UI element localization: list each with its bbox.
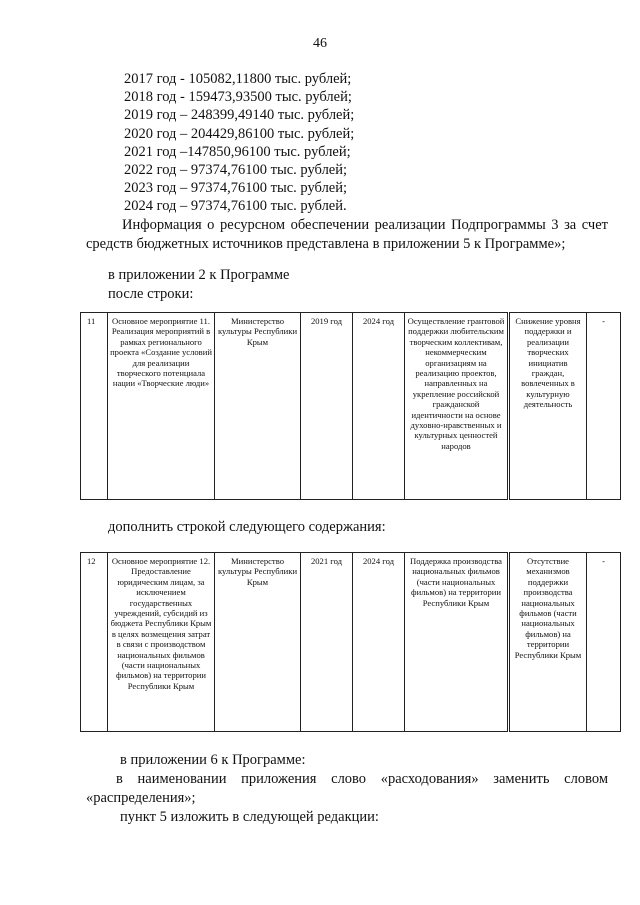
info-paragraph: Информация о ресурсном обеспечении реализации Подпрограммы 3 за счет средств бюджетных источников представлена в приложении 5 к Программе»; — [86, 217, 608, 252]
expected-result-cell: Осуществление грантовой поддержки любительским творческим коллективам, некоммерческим организациям на реализацию проектов, направленных на укрепление российской гражданской идентичности на основе духовно-нравственных и культурных ценностей народов — [405, 313, 509, 500]
funding-line-2023: 2023 год – 97374,76100 тыс. рублей; — [124, 180, 348, 197]
funding-by-year-list — [124, 70, 354, 216]
rename-paragraph: в наименовании приложения слово «расходования» заменить словом «распределения»; — [86, 771, 608, 806]
funding-line-2019: 2019 год – 248399,49140 тыс. рублей; — [124, 107, 355, 124]
appendix2-line: в приложении 2 к Программе — [108, 267, 290, 283]
start-year-cell: 2021 год — [301, 553, 353, 732]
activity-cell: Основное мероприятие 12. Предоставление юридическим лицам, за исключением государственных учреждений, субсидий из бюджета Республики Крым в целях возмещения затрат в связи с производством национальных фильмов (части национальных фильмов) на территории Республики Крым — [108, 553, 215, 732]
activity-cell: Основное мероприятие 11. Реализация мероприятий в рамках регионального проекта «Создание условий для реализации творческого потенциала нации «Творческие люди» — [108, 313, 215, 500]
appendix6-line: в приложении 6 к Программе: — [120, 752, 306, 768]
consequence-cell: Снижение уровня поддержки и реализации творческих инициатив граждан, вовлеченных в культурную деятельность — [509, 313, 587, 500]
funding-line-2018: 2018 год - 159473,93500 тыс. рублей; — [124, 89, 352, 106]
program-table-row-11 — [80, 312, 621, 500]
expected-result-cell: Поддержка производства национальных фильмов (части национальных фильмов) на территории Республики Крым — [405, 553, 509, 732]
supplement-line: дополнить строкой следующего содержания: — [108, 519, 386, 535]
executor-cell: Министерство культуры Республики Крым — [215, 553, 301, 732]
link-cell: - — [587, 553, 621, 732]
funding-line-2017: 2017 год - 105082,11800 тыс. рублей; — [124, 71, 352, 87]
page-number: 46 — [313, 36, 327, 51]
end-year-cell: 2024 год — [353, 553, 405, 732]
program-table-row-12 — [80, 552, 621, 732]
funding-line-2024: 2024 год – 97374,76100 тыс. рублей. — [124, 198, 347, 215]
end-year-cell: 2024 год — [353, 313, 405, 500]
executor-cell: Министерство культуры Республики Крым — [215, 313, 301, 500]
funding-line-2021: 2021 год –147850,96100 тыс. рублей; — [124, 143, 351, 160]
funding-line-2020: 2020 год – 204429,86100 тыс. рублей; — [124, 125, 355, 142]
link-cell: - — [587, 313, 621, 500]
row-number-cell: 11 — [81, 313, 108, 500]
table-row — [81, 553, 621, 732]
funding-line-2022: 2022 год – 97374,76100 тыс. рублей; — [124, 162, 348, 179]
after-line: после строки: — [108, 286, 194, 302]
start-year-cell: 2019 год — [301, 313, 353, 500]
row-number-cell: 12 — [81, 553, 108, 732]
point5-line: пункт 5 изложить в следующей редакции: — [120, 809, 379, 825]
table-row — [81, 313, 621, 500]
consequence-cell: Отсутствие механизмов поддержки производства национальных фильмов (части национальных фильмов) на территории Республики Крым — [509, 553, 587, 732]
